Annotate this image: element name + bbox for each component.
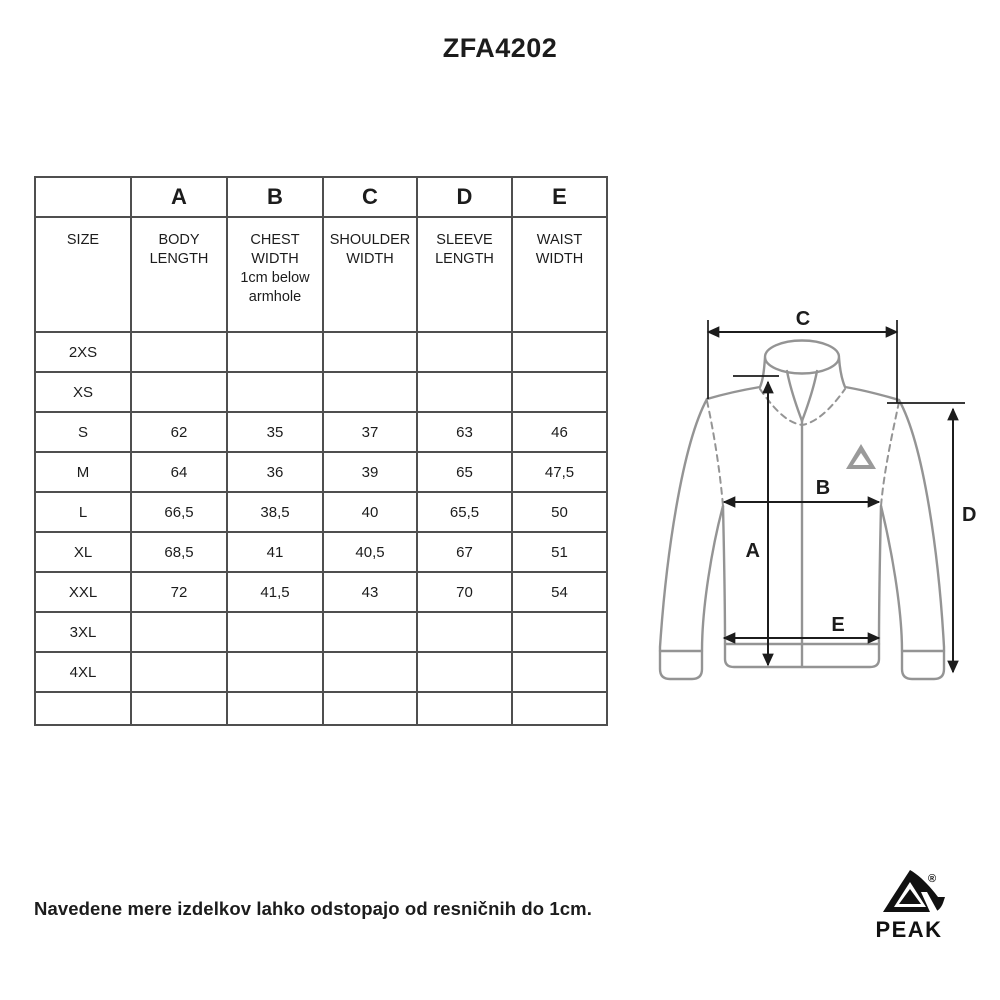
size-label: L — [35, 492, 131, 532]
dimension-label-e: E — [831, 614, 845, 636]
column-letter-a: A — [131, 177, 227, 217]
table-cell — [417, 372, 512, 412]
table-row-4xl — [35, 652, 607, 692]
table-cell: 46 — [512, 412, 607, 452]
table-row-s — [35, 412, 607, 452]
table-cell — [512, 652, 607, 692]
table-cell: 70 — [417, 572, 512, 612]
size-table — [34, 176, 608, 726]
table-cell: 38,5 — [227, 492, 323, 532]
table-cell — [323, 612, 417, 652]
column-header-size: SIZE — [35, 217, 131, 332]
column-header-row — [35, 217, 607, 332]
table-cell — [131, 652, 227, 692]
table-row-xxl — [35, 572, 607, 612]
column-header-sleeve-length: SLEEVE LENGTH — [417, 217, 512, 332]
size-label: 2XS — [35, 332, 131, 372]
table-row-xl — [35, 532, 607, 572]
table-cell: 43 — [323, 572, 417, 612]
table-cell: 62 — [131, 412, 227, 452]
garment-measurement-diagram — [640, 295, 1000, 715]
neck-split-right — [802, 371, 817, 421]
left-armhole-dashed — [707, 401, 723, 506]
right-armhole-dashed — [881, 402, 899, 506]
table-cell: 35 — [227, 412, 323, 452]
size-label: 4XL — [35, 652, 131, 692]
collar-right-shoulder — [839, 358, 899, 400]
size-label — [35, 692, 131, 725]
table-cell — [131, 692, 227, 725]
table-cell: 64 — [131, 452, 227, 492]
table-cell: 41,5 — [227, 572, 323, 612]
corner-cell — [35, 177, 131, 217]
table-cell: 36 — [227, 452, 323, 492]
table-cell — [227, 692, 323, 725]
table-cell: 65,5 — [417, 492, 512, 532]
page-title: ZFA4202 — [442, 33, 558, 63]
table-cell — [227, 612, 323, 652]
table-cell — [323, 652, 417, 692]
table-cell — [131, 332, 227, 372]
right-sleeve — [881, 400, 944, 679]
column-header-shoulder-width: SHOULDER WIDTH — [323, 217, 417, 332]
column-header-body-length: BODY LENGTH — [131, 217, 227, 332]
column-header-waist-width: WAIST WIDTH — [512, 217, 607, 332]
table-row-3xl — [35, 612, 607, 652]
neck-split-left — [787, 371, 802, 421]
table-cell — [512, 692, 607, 725]
table-cell: 41 — [227, 532, 323, 572]
table-cell: 68,5 — [131, 532, 227, 572]
table-cell: 63 — [417, 412, 512, 452]
dimension-arrows — [708, 308, 976, 672]
table-cell: 51 — [512, 532, 607, 572]
table-cell — [131, 612, 227, 652]
table-cell — [512, 612, 607, 652]
size-label: XXL — [35, 572, 131, 612]
table-cell — [417, 332, 512, 372]
size-label: M — [35, 452, 131, 492]
table-cell: 40,5 — [323, 532, 417, 572]
dimension-label-b: B — [815, 477, 831, 499]
table-row-xs — [35, 372, 607, 412]
size-label: XS — [35, 372, 131, 412]
table-cell — [417, 692, 512, 725]
size-label: XL — [35, 532, 131, 572]
table-row-l — [35, 492, 607, 532]
peak-logo — [868, 866, 958, 948]
table-cell: 40 — [323, 492, 417, 532]
registered-trademark: ® — [927, 873, 937, 885]
table-cell — [227, 652, 323, 692]
column-letter-c: C — [323, 177, 417, 217]
table-cell — [417, 612, 512, 652]
table-cell — [227, 332, 323, 372]
column-letter-e: E — [512, 177, 607, 217]
column-letter-d: D — [417, 177, 512, 217]
table-cell: 67 — [417, 532, 512, 572]
collar-left-shoulder — [707, 358, 765, 399]
footnote: Navedene mere izdelkov lahko odstopajo od resničnih do 1cm. — [34, 898, 592, 919]
table-cell: 47,5 — [512, 452, 607, 492]
table-cell: 66,5 — [131, 492, 227, 532]
column-header-chest-width: CHEST WIDTH 1cm below armhole — [227, 217, 323, 332]
table-row-m — [35, 452, 607, 492]
table-cell: 54 — [512, 572, 607, 612]
table-cell: 65 — [417, 452, 512, 492]
column-letter-b: B — [227, 177, 323, 217]
table-row-empty — [35, 692, 607, 725]
peak-wordmark: PEAK — [875, 917, 943, 942]
size-label: 3XL — [35, 612, 131, 652]
table-cell: 37 — [323, 412, 417, 452]
table-cell — [323, 332, 417, 372]
letter-header-row — [35, 177, 607, 217]
dimension-label-c: C — [795, 308, 811, 330]
table-cell — [323, 372, 417, 412]
table-row-2xs — [35, 332, 607, 372]
dimension-label-a: A — [745, 540, 760, 562]
table-cell: 39 — [323, 452, 417, 492]
table-cell — [227, 372, 323, 412]
left-sleeve — [660, 399, 723, 679]
table-cell: 50 — [512, 492, 607, 532]
table-cell — [512, 372, 607, 412]
table-cell: 72 — [131, 572, 227, 612]
collar-opening — [765, 341, 839, 374]
table-cell — [512, 332, 607, 372]
table-cell — [323, 692, 417, 725]
table-cell — [131, 372, 227, 412]
dimension-label-d: D — [962, 504, 977, 526]
size-label: S — [35, 412, 131, 452]
table-cell — [417, 652, 512, 692]
jacket-outline — [660, 341, 944, 680]
